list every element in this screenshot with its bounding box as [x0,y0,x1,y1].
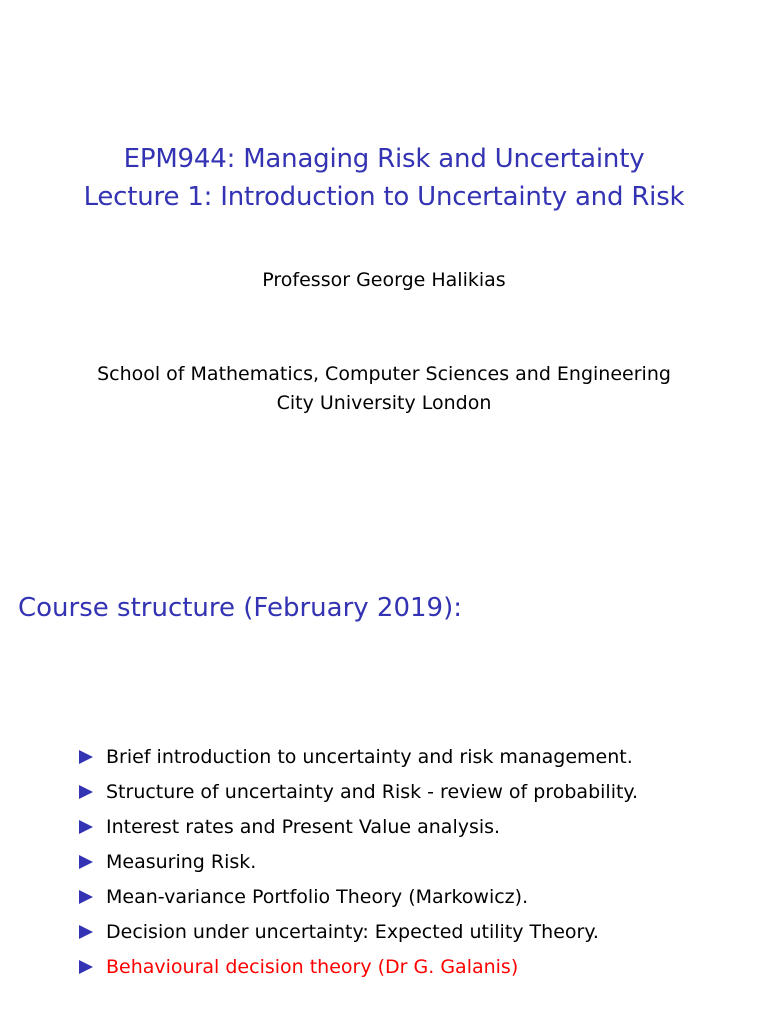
triangle-bullet-icon [78,853,106,871]
title-line-lecture: Lecture 1: Introduction to Uncertainty and Risk [83,182,685,212]
list-item [78,879,638,914]
list-item [78,774,638,809]
frame-title: Course structure (February 2019): [18,593,462,623]
list-item [78,739,638,774]
course-structure-slide [0,512,768,1024]
list-item-text: Brief introduction to uncertainty and risk management. [106,745,633,768]
list-item-text: Measuring Risk. [106,850,257,873]
institute-line-university: City University London [276,392,492,414]
title-line-course: EPM944: Managing Risk and Uncertainty [123,144,645,174]
triangle-bullet-icon [78,888,106,906]
list-item-alert [78,949,638,984]
list-item-text: Behavioural decision theory (Dr G. Galanis) [106,955,519,978]
institute [0,360,768,418]
triangle-bullet-icon [78,923,106,941]
list-item-text: Interest rates and Present Value analysis. [106,815,501,838]
triangle-bullet-icon [78,783,106,801]
list-item [78,809,638,844]
list-item-text: Structure of uncertainty and Risk - review of probability. [106,780,638,803]
triangle-bullet-icon [78,958,106,976]
author: Professor George Halikias [262,269,506,291]
list-item-text: Decision under uncertainty: Expected utility Theory. [106,920,599,943]
list-item [78,844,638,879]
course-topics-list [78,739,638,984]
list-item [78,914,638,949]
presentation-title [0,140,768,216]
institute-line-school: School of Mathematics, Computer Sciences and Engineering [97,363,671,385]
triangle-bullet-icon [78,818,106,836]
triangle-bullet-icon [78,748,106,766]
list-item-text: Mean-variance Portfolio Theory (Markowicz). [106,885,529,908]
